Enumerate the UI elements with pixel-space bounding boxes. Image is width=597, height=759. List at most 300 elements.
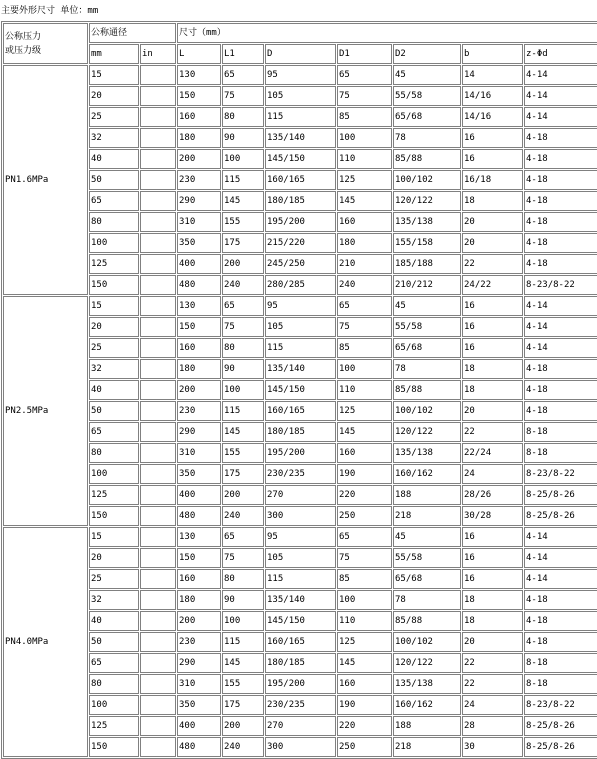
cell-l: 480 [177, 506, 221, 526]
cell-d: 195/200 [265, 443, 336, 463]
cell-d1: 65 [337, 65, 392, 85]
cell-l1: 240 [222, 506, 264, 526]
table-row [3, 65, 597, 85]
cell-zd: 4-18 [524, 170, 597, 190]
cell-l1: 240 [222, 275, 264, 295]
table-row [3, 422, 597, 442]
cell-zd: 4-18 [524, 254, 597, 274]
cell-in [140, 716, 176, 736]
cell-d1: 145 [337, 191, 392, 211]
cell-b: 16 [462, 338, 523, 358]
cell-mm: 20 [89, 317, 139, 337]
cell-l: 480 [177, 275, 221, 295]
cell-d2: 55/58 [393, 86, 461, 106]
table-row [3, 506, 597, 526]
cell-l: 310 [177, 212, 221, 232]
cell-d2: 45 [393, 527, 461, 547]
cell-mm: 65 [89, 422, 139, 442]
cell-l: 180 [177, 359, 221, 379]
cell-l: 180 [177, 590, 221, 610]
cell-l: 400 [177, 716, 221, 736]
cell-mm: 25 [89, 569, 139, 589]
cell-d: 195/200 [265, 212, 336, 232]
cell-d1: 110 [337, 149, 392, 169]
cell-l1: 90 [222, 590, 264, 610]
cell-zd: 8-18 [524, 443, 597, 463]
cell-d2: 45 [393, 65, 461, 85]
cell-d1: 65 [337, 296, 392, 316]
cell-l: 350 [177, 695, 221, 715]
cell-l: 150 [177, 317, 221, 337]
cell-d2: 210/212 [393, 275, 461, 295]
cell-zd: 4-18 [524, 191, 597, 211]
cell-l1: 155 [222, 443, 264, 463]
table-row [3, 149, 597, 169]
table-row [3, 401, 597, 421]
cell-l1: 145 [222, 191, 264, 211]
cell-b: 16/18 [462, 170, 523, 190]
cell-b: 16 [462, 527, 523, 547]
cell-l: 310 [177, 674, 221, 694]
cell-zd: 4-14 [524, 296, 597, 316]
cell-l: 130 [177, 65, 221, 85]
cell-l: 160 [177, 107, 221, 127]
cell-d: 145/150 [265, 611, 336, 631]
cell-mm: 80 [89, 674, 139, 694]
dimensions-table [1, 21, 597, 759]
header-L: L [177, 44, 221, 64]
cell-l: 200 [177, 149, 221, 169]
cell-d2: 55/58 [393, 317, 461, 337]
cell-l1: 80 [222, 338, 264, 358]
cell-d: 95 [265, 65, 336, 85]
cell-in [140, 464, 176, 484]
cell-d1: 145 [337, 422, 392, 442]
pressure-class-cell: PN2.5MPa [3, 296, 88, 526]
cell-mm: 40 [89, 380, 139, 400]
cell-d: 95 [265, 527, 336, 547]
cell-mm: 65 [89, 191, 139, 211]
cell-d1: 160 [337, 674, 392, 694]
cell-d2: 160/162 [393, 464, 461, 484]
cell-mm: 25 [89, 107, 139, 127]
cell-zd: 8-25/8-26 [524, 485, 597, 505]
cell-d2: 78 [393, 590, 461, 610]
cell-l: 180 [177, 128, 221, 148]
cell-zd: 4-18 [524, 128, 597, 148]
cell-mm: 100 [89, 464, 139, 484]
cell-l1: 90 [222, 359, 264, 379]
cell-zd: 4-14 [524, 338, 597, 358]
cell-d2: 85/88 [393, 611, 461, 631]
cell-zd: 4-18 [524, 632, 597, 652]
cell-in [140, 317, 176, 337]
cell-b: 14/16 [462, 86, 523, 106]
cell-l1: 200 [222, 254, 264, 274]
cell-d1: 75 [337, 86, 392, 106]
table-row [3, 254, 597, 274]
cell-d1: 110 [337, 611, 392, 631]
cell-d2: 78 [393, 359, 461, 379]
cell-d2: 100/102 [393, 401, 461, 421]
cell-l: 230 [177, 401, 221, 421]
cell-l1: 175 [222, 233, 264, 253]
cell-d: 105 [265, 548, 336, 568]
cell-l: 150 [177, 548, 221, 568]
cell-d2: 85/88 [393, 380, 461, 400]
cell-zd: 4-18 [524, 149, 597, 169]
cell-l: 200 [177, 380, 221, 400]
header-row-1 [3, 23, 597, 43]
cell-d: 135/140 [265, 590, 336, 610]
cell-in [140, 611, 176, 631]
cell-d2: 100/102 [393, 632, 461, 652]
cell-l1: 115 [222, 401, 264, 421]
cell-l: 200 [177, 611, 221, 631]
cell-b: 14 [462, 65, 523, 85]
cell-l: 230 [177, 632, 221, 652]
cell-b: 16 [462, 569, 523, 589]
cell-zd: 4-18 [524, 359, 597, 379]
cell-mm: 15 [89, 296, 139, 316]
cell-zd: 4-14 [524, 548, 597, 568]
cell-mm: 100 [89, 695, 139, 715]
cell-l1: 145 [222, 422, 264, 442]
cell-mm: 20 [89, 86, 139, 106]
cell-mm: 80 [89, 443, 139, 463]
cell-zd: 4-14 [524, 527, 597, 547]
cell-d1: 160 [337, 212, 392, 232]
table-row [3, 170, 597, 190]
cell-d1: 100 [337, 128, 392, 148]
cell-zd: 4-14 [524, 65, 597, 85]
cell-mm: 150 [89, 737, 139, 757]
table-row [3, 716, 597, 736]
cell-l: 230 [177, 170, 221, 190]
cell-d2: 135/138 [393, 674, 461, 694]
cell-d2: 120/122 [393, 191, 461, 211]
cell-zd: 8-18 [524, 674, 597, 694]
cell-d: 215/220 [265, 233, 336, 253]
cell-mm: 65 [89, 653, 139, 673]
header-pressure [3, 23, 88, 64]
header-L1: L1 [222, 44, 264, 64]
cell-d2: 65/68 [393, 107, 461, 127]
cell-l1: 240 [222, 737, 264, 757]
cell-d: 105 [265, 317, 336, 337]
cell-d2: 85/88 [393, 149, 461, 169]
table-row [3, 275, 597, 295]
cell-b: 24 [462, 464, 523, 484]
cell-b: 28/26 [462, 485, 523, 505]
cell-mm: 15 [89, 65, 139, 85]
cell-mm: 32 [89, 590, 139, 610]
cell-b: 22 [462, 653, 523, 673]
cell-d2: 120/122 [393, 422, 461, 442]
table-row [3, 107, 597, 127]
table-row [3, 611, 597, 631]
cell-d: 160/165 [265, 401, 336, 421]
cell-zd: 8-23/8-22 [524, 275, 597, 295]
cell-l1: 75 [222, 317, 264, 337]
cell-zd: 4-18 [524, 611, 597, 631]
cell-d2: 135/138 [393, 443, 461, 463]
cell-mm: 32 [89, 128, 139, 148]
cell-l1: 200 [222, 716, 264, 736]
cell-mm: 125 [89, 485, 139, 505]
table-row [3, 653, 597, 673]
table-row [3, 485, 597, 505]
cell-b: 18 [462, 590, 523, 610]
cell-d: 105 [265, 86, 336, 106]
cell-zd: 8-18 [524, 653, 597, 673]
cell-b: 16 [462, 548, 523, 568]
cell-zd: 8-23/8-22 [524, 695, 597, 715]
cell-mm: 40 [89, 611, 139, 631]
cell-zd: 4-18 [524, 233, 597, 253]
cell-d1: 160 [337, 443, 392, 463]
table-caption: 主要外形尺寸 单位：mm [1, 6, 99, 16]
cell-d: 280/285 [265, 275, 336, 295]
table-row [3, 695, 597, 715]
cell-zd: 8-25/8-26 [524, 506, 597, 526]
cell-zd: 4-18 [524, 401, 597, 421]
cell-d2: 185/188 [393, 254, 461, 274]
cell-mm: 150 [89, 506, 139, 526]
cell-d1: 110 [337, 380, 392, 400]
cell-d1: 190 [337, 464, 392, 484]
cell-d1: 180 [337, 233, 392, 253]
cell-in [140, 65, 176, 85]
cell-b: 18 [462, 611, 523, 631]
cell-l: 160 [177, 569, 221, 589]
cell-d1: 250 [337, 737, 392, 757]
cell-zd: 8-25/8-26 [524, 716, 597, 736]
cell-in [140, 191, 176, 211]
cell-l1: 100 [222, 380, 264, 400]
cell-l1: 100 [222, 149, 264, 169]
cell-in [140, 149, 176, 169]
cell-mm: 50 [89, 401, 139, 421]
cell-b: 18 [462, 359, 523, 379]
cell-d: 115 [265, 338, 336, 358]
cell-b: 28 [462, 716, 523, 736]
cell-d1: 190 [337, 695, 392, 715]
table-row [3, 590, 597, 610]
cell-in [140, 86, 176, 106]
cell-l: 350 [177, 233, 221, 253]
cell-d: 145/150 [265, 380, 336, 400]
header-D1: D1 [337, 44, 392, 64]
cell-d: 230/235 [265, 695, 336, 715]
cell-d1: 210 [337, 254, 392, 274]
cell-in [140, 212, 176, 232]
cell-mm: 50 [89, 170, 139, 190]
cell-in [140, 632, 176, 652]
cell-b: 20 [462, 632, 523, 652]
cell-d: 300 [265, 506, 336, 526]
cell-d: 115 [265, 107, 336, 127]
pressure-class-cell: PN1.6MPa [3, 65, 88, 295]
cell-l: 400 [177, 254, 221, 274]
cell-zd: 8-18 [524, 422, 597, 442]
cell-in [140, 569, 176, 589]
cell-l: 290 [177, 422, 221, 442]
cell-in [140, 275, 176, 295]
cell-d1: 125 [337, 401, 392, 421]
header-row-2 [3, 44, 597, 64]
cell-l1: 75 [222, 86, 264, 106]
cell-b: 16 [462, 149, 523, 169]
cell-mm: 100 [89, 233, 139, 253]
cell-d1: 125 [337, 632, 392, 652]
table-row [3, 128, 597, 148]
cell-mm: 125 [89, 254, 139, 274]
cell-in [140, 254, 176, 274]
cell-b: 24/22 [462, 275, 523, 295]
cell-in [140, 128, 176, 148]
cell-d1: 220 [337, 485, 392, 505]
cell-l1: 65 [222, 296, 264, 316]
cell-b: 24 [462, 695, 523, 715]
cell-d2: 120/122 [393, 653, 461, 673]
table-row [3, 338, 597, 358]
table-row [3, 359, 597, 379]
table-row [3, 233, 597, 253]
cell-in [140, 590, 176, 610]
cell-mm: 125 [89, 716, 139, 736]
cell-b: 20 [462, 401, 523, 421]
cell-d1: 220 [337, 716, 392, 736]
cell-in [140, 653, 176, 673]
table-row [3, 737, 597, 757]
cell-l: 350 [177, 464, 221, 484]
cell-in [140, 506, 176, 526]
table-row [3, 296, 597, 316]
cell-l1: 155 [222, 674, 264, 694]
table-body [3, 23, 597, 757]
cell-b: 30/28 [462, 506, 523, 526]
cell-l1: 175 [222, 464, 264, 484]
cell-in [140, 443, 176, 463]
cell-b: 22 [462, 674, 523, 694]
cell-l1: 115 [222, 170, 264, 190]
header-pressure-line2: 或压力级 [5, 45, 42, 56]
cell-d2: 218 [393, 506, 461, 526]
cell-zd: 8-23/8-22 [524, 464, 597, 484]
cell-d1: 75 [337, 317, 392, 337]
cell-l1: 80 [222, 107, 264, 127]
table-row [3, 317, 597, 337]
cell-l1: 80 [222, 569, 264, 589]
cell-l1: 100 [222, 611, 264, 631]
cell-in [140, 674, 176, 694]
table-row [3, 443, 597, 463]
cell-l1: 90 [222, 128, 264, 148]
cell-in [140, 548, 176, 568]
cell-d1: 75 [337, 548, 392, 568]
cell-d2: 135/138 [393, 212, 461, 232]
cell-b: 16 [462, 128, 523, 148]
cell-d: 95 [265, 296, 336, 316]
cell-d: 135/140 [265, 128, 336, 148]
cell-b: 20 [462, 212, 523, 232]
cell-d2: 55/58 [393, 548, 461, 568]
table-row [3, 674, 597, 694]
cell-d2: 45 [393, 296, 461, 316]
cell-in [140, 695, 176, 715]
cell-l: 130 [177, 296, 221, 316]
cell-zd: 4-14 [524, 107, 597, 127]
table-row [3, 212, 597, 232]
header-D2: D2 [393, 44, 461, 64]
table-row [3, 86, 597, 106]
cell-d: 115 [265, 569, 336, 589]
cell-d: 300 [265, 737, 336, 757]
table-row [3, 548, 597, 568]
cell-d2: 65/68 [393, 338, 461, 358]
cell-b: 30 [462, 737, 523, 757]
cell-in [140, 422, 176, 442]
cell-b: 20 [462, 233, 523, 253]
cell-d: 145/150 [265, 149, 336, 169]
cell-d: 180/185 [265, 422, 336, 442]
cell-mm: 50 [89, 632, 139, 652]
cell-d2: 188 [393, 716, 461, 736]
cell-l1: 115 [222, 632, 264, 652]
cell-b: 22 [462, 422, 523, 442]
table-row [3, 464, 597, 484]
header-pressure-line1: 公称压力 [5, 31, 42, 42]
cell-l1: 155 [222, 212, 264, 232]
cell-d1: 85 [337, 107, 392, 127]
cell-zd: 4-18 [524, 212, 597, 232]
cell-zd: 4-14 [524, 86, 597, 106]
cell-b: 22/24 [462, 443, 523, 463]
cell-mm: 32 [89, 359, 139, 379]
cell-in [140, 296, 176, 316]
cell-b: 14/16 [462, 107, 523, 127]
cell-zd: 4-18 [524, 590, 597, 610]
cell-in [140, 233, 176, 253]
cell-l: 310 [177, 443, 221, 463]
cell-l: 130 [177, 527, 221, 547]
cell-d1: 65 [337, 527, 392, 547]
cell-l: 290 [177, 191, 221, 211]
cell-mm: 150 [89, 275, 139, 295]
cell-l1: 65 [222, 65, 264, 85]
header-b: b [462, 44, 523, 64]
cell-d1: 250 [337, 506, 392, 526]
cell-in [140, 107, 176, 127]
cell-d: 160/165 [265, 170, 336, 190]
table-row [3, 527, 597, 547]
cell-in [140, 401, 176, 421]
cell-d1: 125 [337, 170, 392, 190]
table-row [3, 632, 597, 652]
table-row [3, 380, 597, 400]
cell-in [140, 527, 176, 547]
cell-in [140, 380, 176, 400]
cell-in [140, 170, 176, 190]
cell-d: 180/185 [265, 191, 336, 211]
cell-d: 135/140 [265, 359, 336, 379]
cell-d1: 100 [337, 590, 392, 610]
cell-d1: 85 [337, 569, 392, 589]
cell-d2: 188 [393, 485, 461, 505]
cell-zd: 4-14 [524, 569, 597, 589]
cell-d2: 65/68 [393, 569, 461, 589]
